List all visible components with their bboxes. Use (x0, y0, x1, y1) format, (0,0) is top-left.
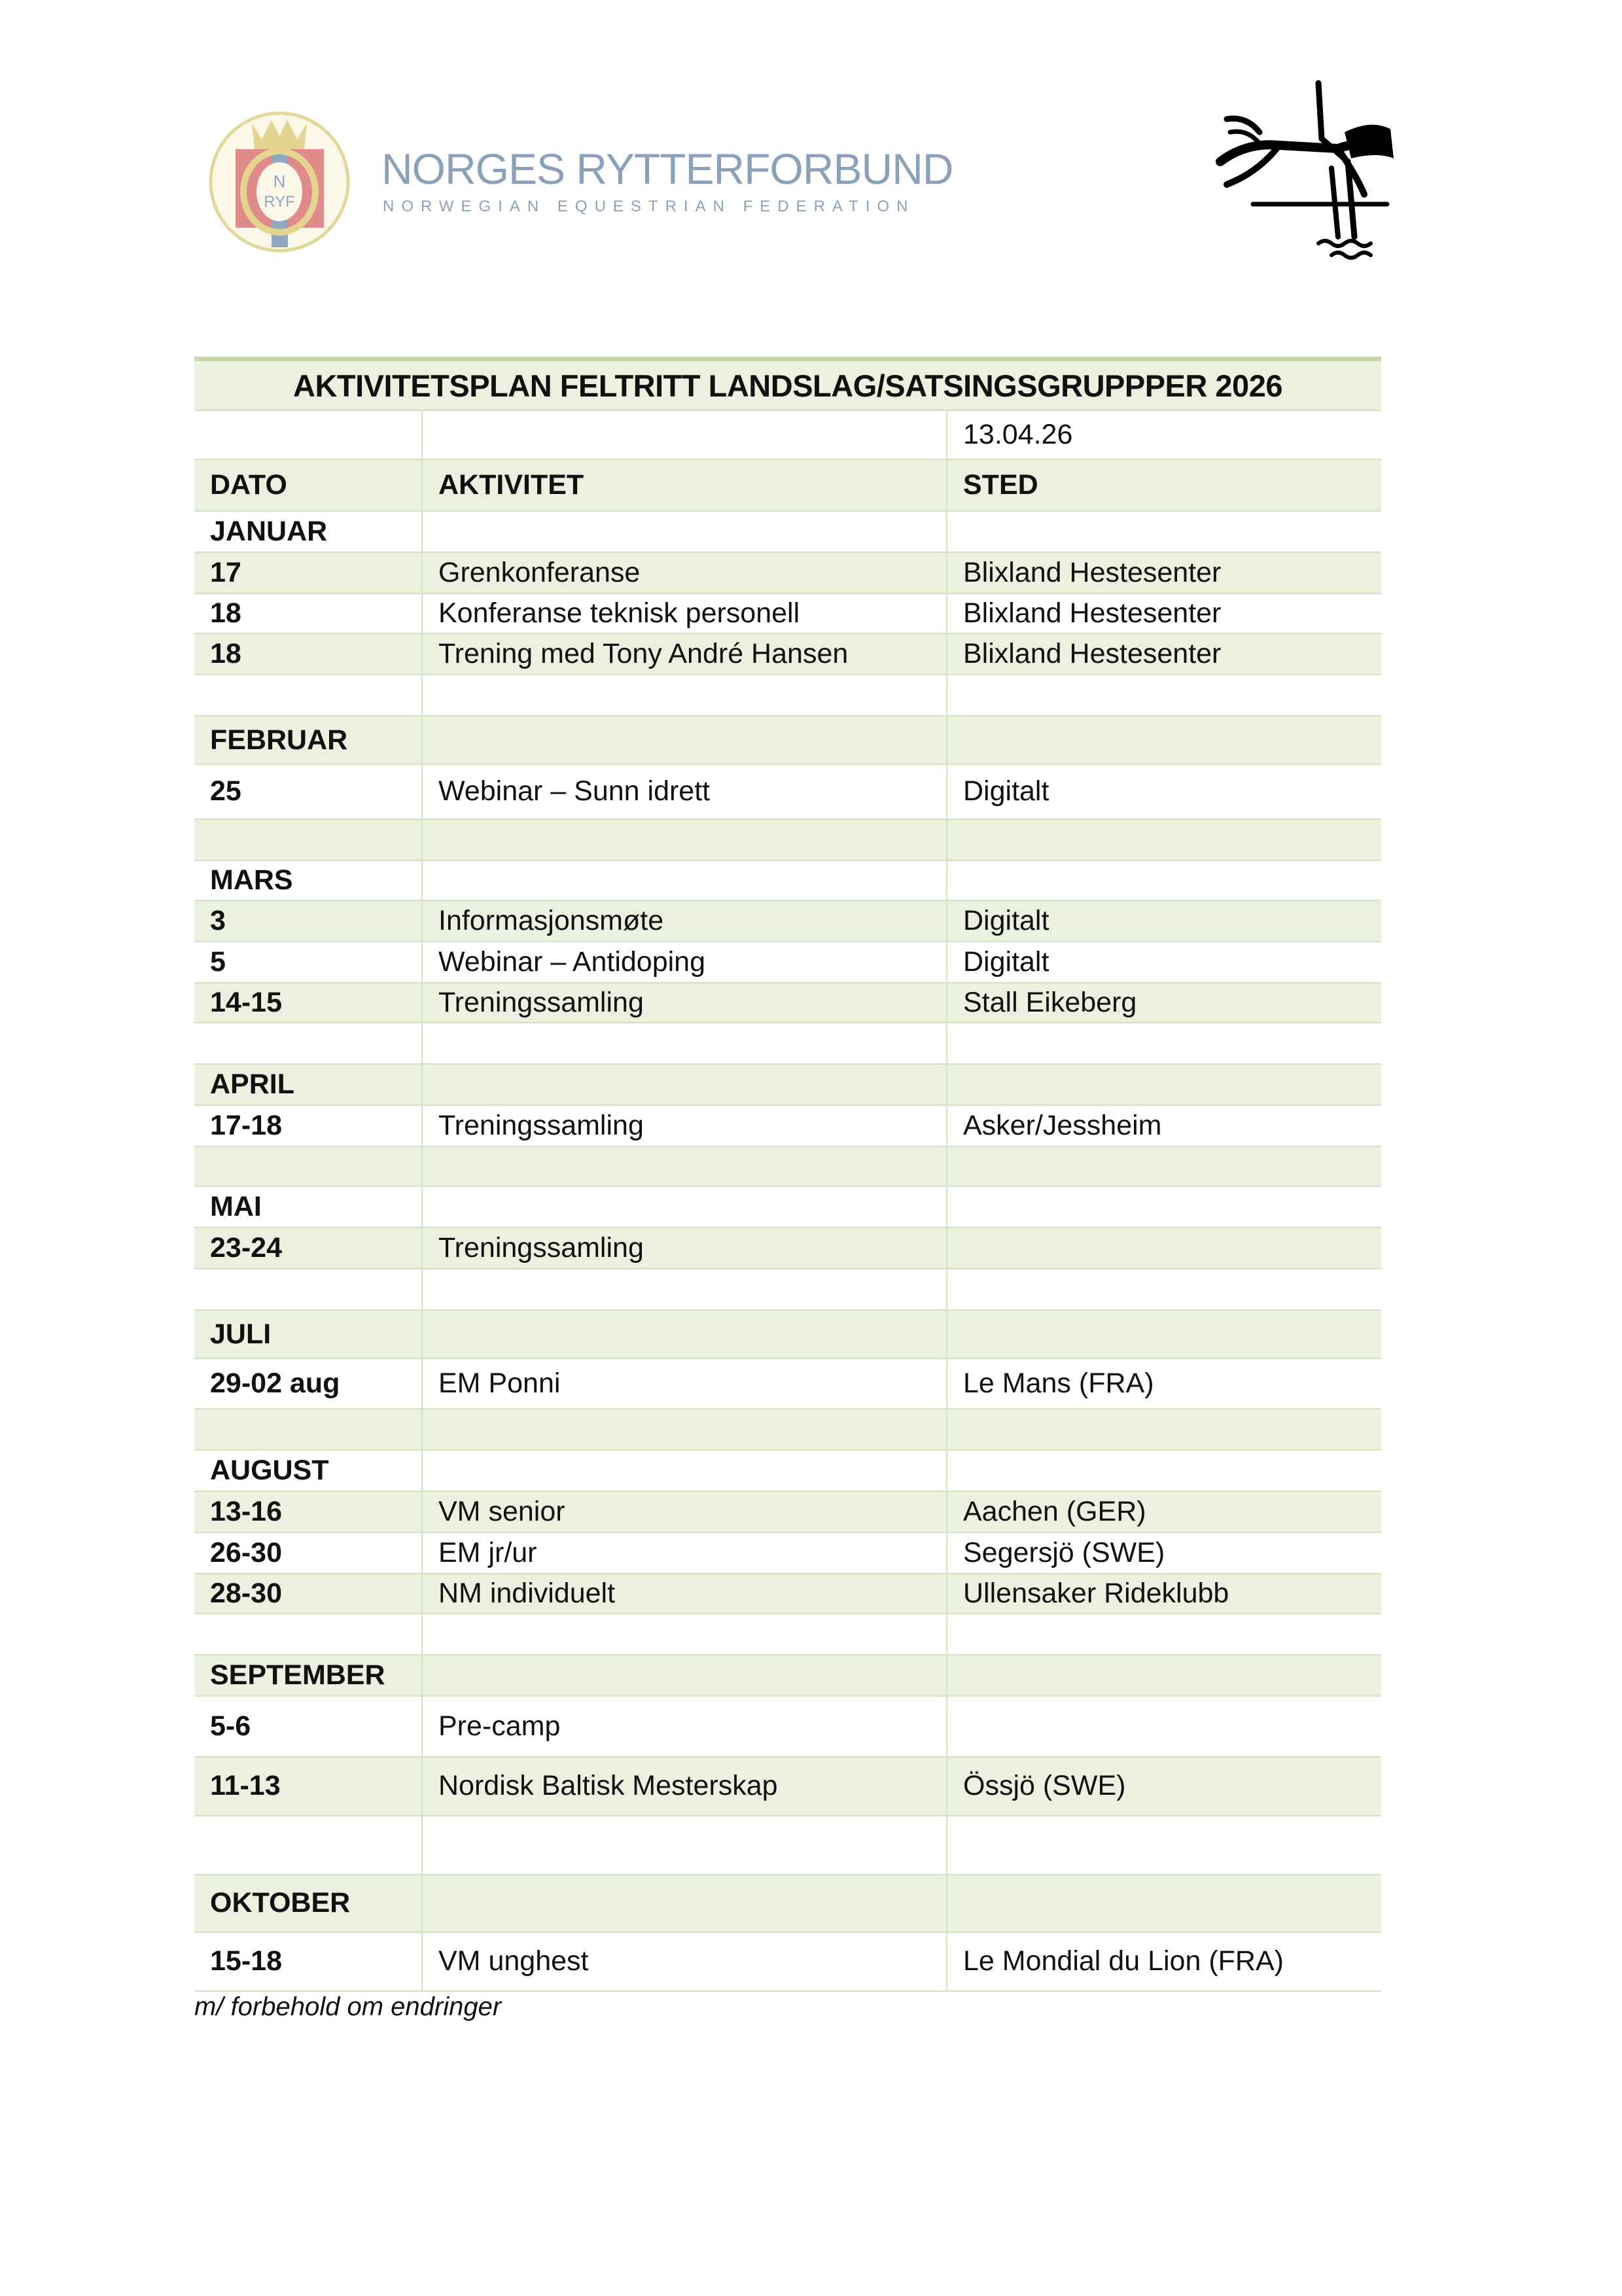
cell-date (194, 1614, 423, 1654)
cell-activity (423, 1269, 947, 1309)
cell-activity (423, 1451, 947, 1491)
cell-activity: Pre-camp (423, 1697, 947, 1756)
cell-activity: Trening med Tony André Hansen (423, 634, 947, 674)
table-row (194, 765, 1381, 819)
cell-location (947, 1875, 1381, 1932)
cell-activity (423, 1875, 947, 1932)
cell-date (194, 1269, 423, 1309)
column-header-aktivitet: AKTIVITET (423, 460, 947, 510)
cell-date (194, 1147, 423, 1186)
cell-date: FEBRUAR (194, 716, 423, 764)
cell-activity: VM senior (423, 1492, 947, 1532)
cell-location: Össjö (SWE) (963, 1770, 1126, 1802)
cell-date: 17-18 (194, 1106, 423, 1146)
cell-location (947, 1311, 1381, 1358)
cell-date: AUGUST (194, 1451, 423, 1491)
cell-date: 5-6 (194, 1697, 423, 1756)
cell-activity (423, 512, 947, 552)
cell-activity (423, 1065, 947, 1104)
svg-text:RYF: RYF (264, 193, 295, 211)
cell-activity: NM individuelt (423, 1574, 947, 1613)
cell-activity (423, 820, 947, 860)
cell-date: 11-13 (194, 1757, 423, 1815)
activity-plan-table (194, 357, 1381, 1992)
cell-location (947, 716, 1381, 764)
cell-date: JANUAR (194, 512, 423, 552)
cell-date: 28-30 (194, 1574, 423, 1613)
org-subtitle: NORWEGIAN EQUESTRIAN FEDERATION (383, 198, 915, 215)
spacer-row (194, 1023, 1381, 1065)
table-row (194, 553, 1381, 594)
cell-location: Aachen (GER) (963, 1496, 1146, 1528)
cell-location: Blixland Hestesenter (963, 556, 1222, 588)
cell-date: MARS (194, 861, 423, 900)
cell-date: JULI (194, 1311, 423, 1358)
table-row (194, 983, 1381, 1023)
cell-date: 29-02 aug (194, 1359, 423, 1408)
cell-location (947, 820, 1381, 860)
spacer-row (194, 1614, 1381, 1655)
cell-activity (423, 861, 947, 900)
cell-location (947, 1409, 1381, 1449)
cell-date (194, 1816, 423, 1874)
cell-location (947, 1187, 1381, 1227)
cell-activity (423, 1311, 947, 1358)
cell-activity: Treningssamling (423, 983, 947, 1022)
cell-date (194, 1023, 423, 1063)
cell-activity: Webinar – Sunn idrett (423, 765, 947, 818)
cell-activity (423, 675, 947, 715)
cell-activity (423, 1147, 947, 1186)
table-row (194, 1574, 1381, 1614)
cell-location: Digitalt (963, 775, 1049, 807)
table-row (194, 594, 1381, 634)
ryf-emblem-icon (206, 103, 353, 254)
cell-activity (423, 1614, 947, 1654)
cell-location (947, 1451, 1381, 1491)
cell-date (194, 675, 423, 715)
cell-date: APRIL (194, 1065, 423, 1104)
cell-activity: EM jr/ur (423, 1533, 947, 1573)
cell-date: 25 (194, 765, 423, 818)
date-row (194, 411, 1381, 459)
cell-location (947, 1697, 1381, 1756)
cell-location: Stall Eikeberg (963, 986, 1137, 1018)
table-row (194, 1757, 1381, 1816)
cell-activity: EM Ponni (423, 1359, 947, 1408)
table-row (194, 901, 1381, 942)
cell-date: 18 (194, 594, 423, 633)
cell-date: 14-15 (194, 983, 423, 1022)
month-row (194, 1655, 1381, 1697)
norges-rytterforbund-logo (194, 98, 953, 268)
cell-location: Le Mondial du Lion (FRA) (963, 1945, 1284, 1977)
cell-location: Asker/Jessheim (963, 1109, 1162, 1141)
table-row (194, 1228, 1381, 1269)
cell-activity (423, 1187, 947, 1227)
month-row (194, 861, 1381, 901)
date-stamp: 13.04.26 (963, 419, 1073, 451)
spacer-row (194, 1816, 1381, 1875)
month-row (194, 716, 1381, 765)
cell-date: 23-24 (194, 1228, 423, 1268)
cell-activity (423, 716, 947, 764)
spacer-row (194, 675, 1381, 716)
cell-activity: Treningssamling (423, 1106, 947, 1146)
cell-activity (423, 1023, 947, 1063)
cell-activity: Treningssamling (423, 1228, 947, 1268)
cell-location: Segersjö (SWE) (963, 1537, 1165, 1569)
cell-location: Blixland Hestesenter (963, 637, 1222, 669)
cell-date: OKTOBER (194, 1875, 423, 1932)
cell-location: Le Mans (FRA) (963, 1368, 1154, 1400)
cell-activity (423, 1816, 947, 1874)
cell-date: SEPTEMBER (194, 1655, 423, 1695)
column-header-sted: STED (963, 468, 1038, 501)
table-row (194, 1106, 1381, 1147)
table-row (194, 942, 1381, 983)
cell-location: Ullensaker Rideklubb (963, 1578, 1229, 1610)
table-row (194, 1933, 1381, 1992)
cell-activity (423, 1409, 947, 1449)
svg-text:N: N (273, 171, 286, 191)
month-row (194, 1451, 1381, 1492)
cell-date: 13-16 (194, 1492, 423, 1532)
cell-date: 18 (194, 634, 423, 674)
cell-date: 26-30 (194, 1533, 423, 1573)
cell-activity (423, 1655, 947, 1695)
cell-location: Digitalt (963, 945, 1049, 978)
table-row (194, 634, 1381, 675)
cell-activity: Grenkonferanse (423, 553, 947, 593)
spacer-row (194, 1409, 1381, 1451)
cell-date: 15-18 (194, 1933, 423, 1990)
cell-activity: Nordisk Baltisk Mesterskap (423, 1757, 947, 1815)
cell-location (947, 675, 1381, 715)
cell-date: 3 (194, 901, 423, 941)
cell-activity: Webinar – Antidoping (423, 942, 947, 982)
spacer-row (194, 1269, 1381, 1311)
footnote: m/ forbehold om endringer (194, 1992, 502, 2021)
month-row (194, 1875, 1381, 1933)
cell-location (947, 1614, 1381, 1654)
cell-date: 5 (194, 942, 423, 982)
table-title: AKTIVITETSPLAN FELTRITT LANDSLAG/SATSINGSGRUPPPER 2026 (194, 357, 1381, 411)
cell-location (947, 1269, 1381, 1309)
month-row (194, 512, 1381, 553)
cell-date: MAI (194, 1187, 423, 1227)
column-header-dato: DATO (194, 460, 423, 510)
cell-location (947, 861, 1381, 900)
cell-location (947, 1065, 1381, 1104)
cell-location (947, 512, 1381, 552)
cell-location (947, 1655, 1381, 1695)
cell-activity: Konferanse teknisk personell (423, 594, 947, 633)
table-row (194, 1697, 1381, 1757)
org-name: NORGES RYTTERFORBUND (381, 145, 953, 193)
month-row (194, 1065, 1381, 1106)
cell-location: Blixland Hestesenter (963, 597, 1222, 629)
cell-location (947, 1228, 1381, 1268)
cell-location (947, 1147, 1381, 1186)
table-header (194, 460, 1381, 512)
month-row (194, 1311, 1381, 1359)
cell-activity: Informasjonsmøte (423, 901, 947, 941)
spacer-row (194, 1147, 1381, 1187)
cell-date (194, 1409, 423, 1449)
month-row (194, 1187, 1381, 1228)
table-row (194, 1359, 1381, 1409)
eventing-horse-icon (1207, 80, 1397, 260)
cell-date (194, 820, 423, 860)
cell-activity: VM unghest (423, 1933, 947, 1990)
table-row (194, 1533, 1381, 1574)
cell-date: 17 (194, 553, 423, 593)
cell-location (947, 1816, 1381, 1874)
cell-location: Digitalt (963, 904, 1049, 936)
table-row (194, 1492, 1381, 1533)
cell-location (947, 1023, 1381, 1063)
spacer-row (194, 820, 1381, 861)
